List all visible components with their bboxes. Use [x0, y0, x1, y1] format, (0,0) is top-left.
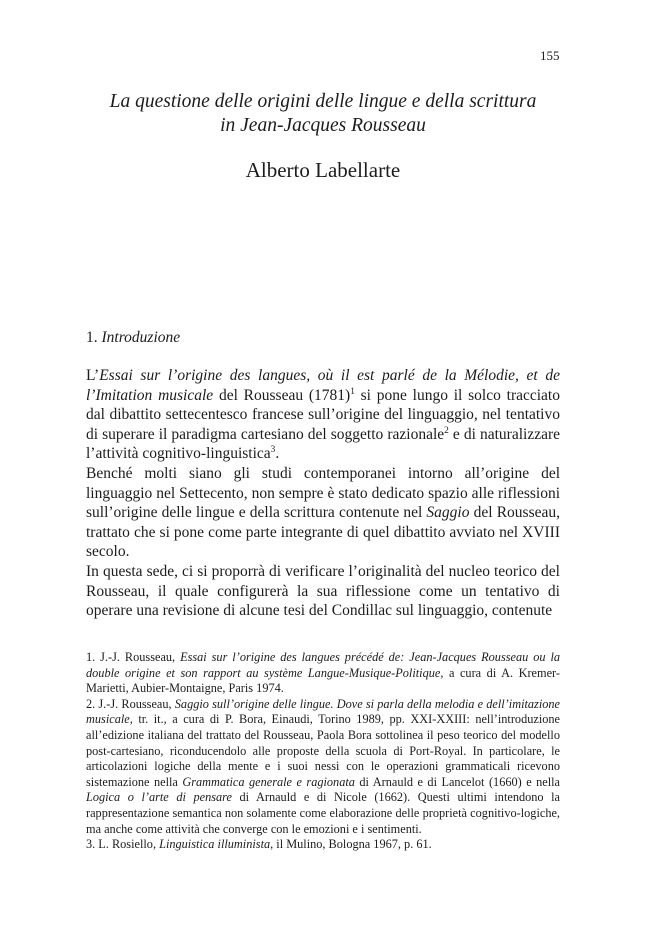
article-title — [86, 90, 560, 138]
text-run: del Rousseau, trattato che si pone come parte integrante di quel dibattito avviato nel XVIII secolo. — [86, 504, 560, 561]
page-number: 155 — [540, 48, 560, 63]
footnotes — [86, 650, 560, 853]
article-title-line-1: La questione delle origini delle lingue e della scrittura — [109, 91, 537, 112]
text-run: Benché molti siano gli studi contemporanei intorno all’origine del linguaggio nel Settecento, non sempre è stato dedicato spazio alle riflessioni sull’origine delle lingue e della scrittura contenute nel — [86, 464, 560, 522]
text-run: , il Mulino, Bologna 1967, p. 61. — [270, 837, 432, 852]
footnote-2 — [86, 697, 560, 837]
paragraph-2 — [86, 464, 560, 562]
text-run: In questa sede, ci si proporrà di verificare l’originalità del nucleo teorico del Rousseau, il quale configurerà la sua riflessione come un tentativo di operare una revisione di alcune tesi del Condillac sul linguaggio, contenute — [86, 562, 560, 620]
text-run: . — [275, 445, 280, 463]
text-run: 1. J.-J. Rousseau, — [86, 650, 181, 664]
footnote-1 — [86, 650, 560, 697]
text-run: di Arnauld e di Nicole (1662). Questi ultimi intendono la rappresentazione semantica non solamente come elaborazione delle proprietà cognitivo-logiche, ma anche come attività che converge con le emozioni e i sentimenti. — [86, 790, 561, 836]
work-title: Essai sur l’origine des langues, où il est parlé de la Mélodie, et de l’Imitation musicale — [86, 367, 560, 404]
section-title: Introduzione — [101, 329, 181, 346]
text-run: di Arnauld e di Lancelot (1660) e nella — [354, 774, 561, 789]
article-title-line-2: in Jean-Jacques Rousseau — [220, 115, 426, 136]
body-text — [86, 366, 560, 621]
text-run: 3. L. Rosiello, — [86, 837, 160, 852]
work-title: Saggio — [426, 504, 470, 522]
paragraph-1 — [86, 366, 560, 464]
work-title: Grammatica generale e ragionata — [182, 774, 355, 789]
text-run: L’ — [86, 367, 100, 384]
text-run: si pone lungo il solco tracciato dal dibattito settecentesco francese sull’origine del linguaggio, nel tentativo di superare il paradigma cartesiano del soggetto razionale — [86, 386, 560, 443]
section-number: 1. — [86, 329, 98, 346]
footnote-ref: 1 — [350, 386, 355, 397]
footnote-ref: 2 — [444, 425, 449, 436]
footnote-ref: 3 — [270, 445, 276, 456]
text-run: , tr. it., a cura di P. Bora, Einaudi, Torino 1989, pp. XXI-XXIII: nell’introduzione all’edizione italiana del trattato del Rousseau, Paola Bora sottolinea il peso teorico del modello post-cartesiano, riconducendolo alle proposte della scuola di Port-Royal. In particolare, le articolazioni logiche della mente e i suoi nessi con le operazioni grammaticali ricevono sistemazione nella — [86, 712, 560, 789]
work-title: Essai sur l’origine des langues précédé de: Jean-Jacques Rousseau ou la double origine et son rapport au système Langue-Musique-Politique — [86, 650, 561, 680]
footnote-3 — [86, 837, 560, 853]
work-title: Logica o l’arte di pensare — [86, 790, 232, 805]
text-run: del Rousseau (1781) — [213, 386, 351, 404]
text-run: e di naturalizzare l’attività cognitivo-linguistica — [86, 425, 561, 463]
text-run: 2. J.-J. Rousseau, — [86, 696, 175, 711]
work-title: Saggio sull’origine delle lingue. Dove si parla della melodia e dell’imitazione musicale — [86, 696, 561, 727]
author-name: Alberto Labellarte — [245, 158, 401, 182]
paragraph-3 — [86, 562, 560, 621]
work-title: Linguistica illuminista — [159, 837, 271, 852]
text-run: , a cura di A. Kremer-Marietti, Aubier-Montaigne, Paris 1974. — [86, 665, 560, 696]
section-heading — [86, 329, 180, 347]
